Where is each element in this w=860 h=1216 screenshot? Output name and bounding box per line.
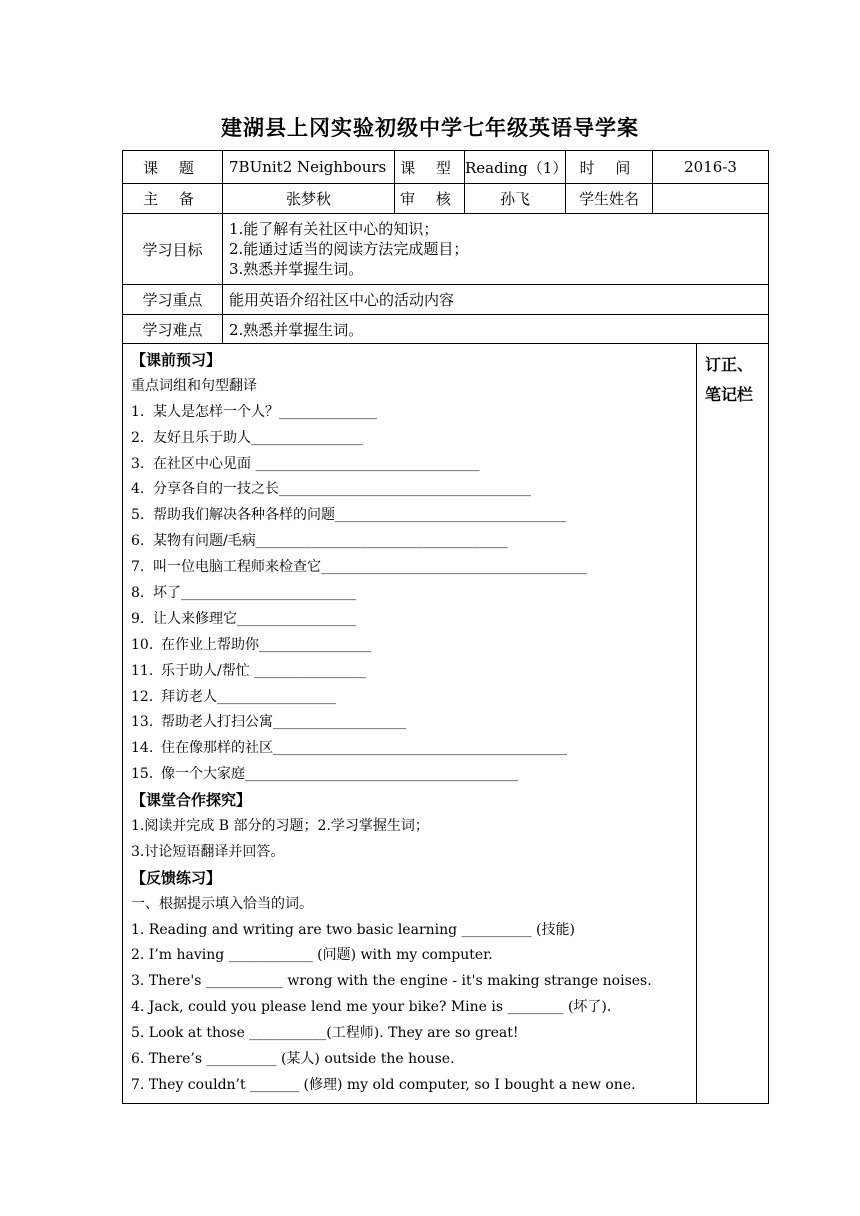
practice-subheading: 一、根据提示填入恰当的词。 (131, 895, 313, 912)
preview-item-number: 12. (131, 688, 154, 705)
topic-value: 7BUnit2 Neighbours (223, 151, 395, 184)
focus-value: 能用英语介绍社区中心的活动内容 (223, 285, 769, 315)
type-value: Reading（1） (465, 151, 566, 184)
notes-label-line2: 笔记栏 (705, 385, 754, 404)
practice-heading: 【反馈练习】 (131, 868, 222, 887)
preview-item (131, 633, 696, 659)
preview-item-text[interactable]: 某人是怎样一个人？______________ (153, 403, 377, 420)
practice-list (131, 918, 696, 1099)
preview-item (131, 762, 696, 788)
preview-item (131, 555, 696, 581)
focus-row (123, 285, 769, 315)
preview-subheading: 重点词组和句型翻译 (131, 377, 257, 394)
main-row (123, 344, 769, 1104)
preview-item-text[interactable]: 某物有问题/毛病____________________________________ (153, 533, 508, 550)
goal-item: 3.熟悉并掌握生词。 (229, 260, 364, 278)
preview-item-number: 8. (131, 585, 145, 602)
page-title: 建湖县上冈实验初级中学七年级英语导学案 (221, 115, 639, 140)
preview-item-number: 15. (131, 766, 154, 783)
lead-value: 张梦秋 (223, 184, 395, 214)
preview-item-number: 3. (131, 455, 145, 472)
practice-item[interactable]: 7. They couldn’t _______ (修理) my old computer, so I bought a new one. (131, 1076, 636, 1093)
difficulty-label: 学习难点 (123, 315, 223, 344)
preview-item (131, 581, 696, 607)
preview-item-number: 10. (131, 636, 154, 653)
preview-item-text[interactable]: 拜访老人_________________ (161, 688, 336, 705)
preview-item-text[interactable]: 分享各自的一技之长____________________________________ (153, 481, 531, 498)
time-value: 2016-3 (653, 151, 769, 184)
preview-item-number: 11. (131, 662, 154, 679)
practice-item[interactable]: 6. There’s __________ (某人) outside the house. (131, 1051, 455, 1068)
preview-item-text[interactable]: 在作业上帮助你________________ (161, 636, 371, 653)
topic-label: 课 题 (123, 151, 223, 184)
preview-item-number: 5. (131, 507, 145, 524)
preview-item (131, 736, 696, 762)
preview-item (131, 400, 696, 426)
preview-item-text[interactable]: 乐于助人/帮忙 ________________ (161, 662, 367, 679)
preview-item (131, 685, 696, 711)
preview-item-number: 9. (131, 610, 145, 627)
preview-item (131, 607, 696, 633)
lead-label: 主 备 (123, 184, 223, 214)
preview-item-number: 6. (131, 533, 145, 550)
review-label: 审 核 (395, 184, 465, 214)
preview-item (131, 659, 696, 685)
preview-item-text[interactable]: 让人来修理它_________________ (153, 610, 356, 627)
practice-item[interactable]: 3. There's ___________ wrong with the engine - it's making strange noises. (131, 973, 652, 990)
goals-row (123, 214, 769, 285)
goal-item: 1.能了解有关社区中心的知识； (229, 220, 439, 238)
preview-item-number: 4. (131, 481, 145, 498)
time-label: 时 间 (566, 151, 653, 184)
preview-item-text[interactable]: 在社区中心见面 ________________________________ (153, 455, 480, 472)
practice-item[interactable]: 5. Look at those ___________(工程师). They are so great! (131, 1025, 519, 1042)
preview-item-text[interactable]: 像一个大家庭_______________________________________ (161, 766, 518, 783)
preview-item-text[interactable]: 叫一位电脑工程师来检查它______________________________________ (153, 559, 587, 576)
cooperate-heading: 【课堂合作探究】 (131, 791, 252, 810)
preview-item-number: 1. (131, 403, 145, 420)
header-row-1 (123, 151, 769, 184)
preview-item-number: 13. (131, 714, 154, 731)
cooperate-line: 3.讨论短语翻译并回答。 (131, 843, 285, 860)
difficulty-value: 2.熟悉并掌握生词。 (223, 315, 769, 344)
preview-item-text[interactable]: 坏了_________________________ (153, 585, 356, 602)
preview-item-number: 14. (131, 740, 154, 757)
preview-item (131, 710, 696, 736)
review-value: 孙飞 (465, 184, 566, 214)
preview-item-text[interactable]: 住在像那样的社区__________________________________________ (161, 740, 567, 757)
preview-heading: 【课前预习】 (131, 351, 222, 369)
preview-item-number: 2. (131, 429, 145, 446)
preview-item-text[interactable]: 帮助老人打扫公寓___________________ (161, 714, 406, 731)
notes-column (697, 344, 769, 1104)
preview-item (131, 477, 696, 503)
student-name-label: 学生姓名 (566, 184, 653, 214)
preview-item (131, 503, 696, 529)
practice-item[interactable]: 2. I’m having ____________ (问题) with my computer. (131, 947, 493, 964)
preview-item-text[interactable]: 帮助我们解决各种各样的问题_________________________________ (153, 507, 566, 524)
preview-list (131, 400, 696, 788)
practice-item[interactable]: 1. Reading and writing are two basic learning __________ (技能) (131, 921, 575, 938)
student-name-field[interactable] (653, 184, 769, 214)
header-row-2 (123, 184, 769, 214)
type-label: 课 型 (395, 151, 465, 184)
goals-label: 学习目标 (123, 214, 223, 285)
practice-item[interactable]: 4. Jack, could you please lend me your bike? Mine is ________ (坏了). (131, 999, 612, 1016)
preview-item (131, 452, 696, 478)
preview-item (131, 529, 696, 555)
preview-item (131, 426, 696, 452)
lesson-plan-table (122, 150, 769, 1104)
goals-list (223, 214, 769, 285)
notes-label-line1: 订正、 (705, 355, 754, 374)
main-content (123, 344, 697, 1104)
preview-item-text[interactable]: 友好且乐于助人________________ (153, 429, 363, 446)
cooperate-line: 1.阅读并完成 B 部分的习题；2.学习掌握生词； (131, 818, 429, 835)
difficulty-row (123, 315, 769, 344)
goal-item: 2.能通过适当的阅读方法完成题目； (229, 240, 469, 258)
focus-label: 学习重点 (123, 285, 223, 315)
preview-item-number: 7. (131, 559, 145, 576)
